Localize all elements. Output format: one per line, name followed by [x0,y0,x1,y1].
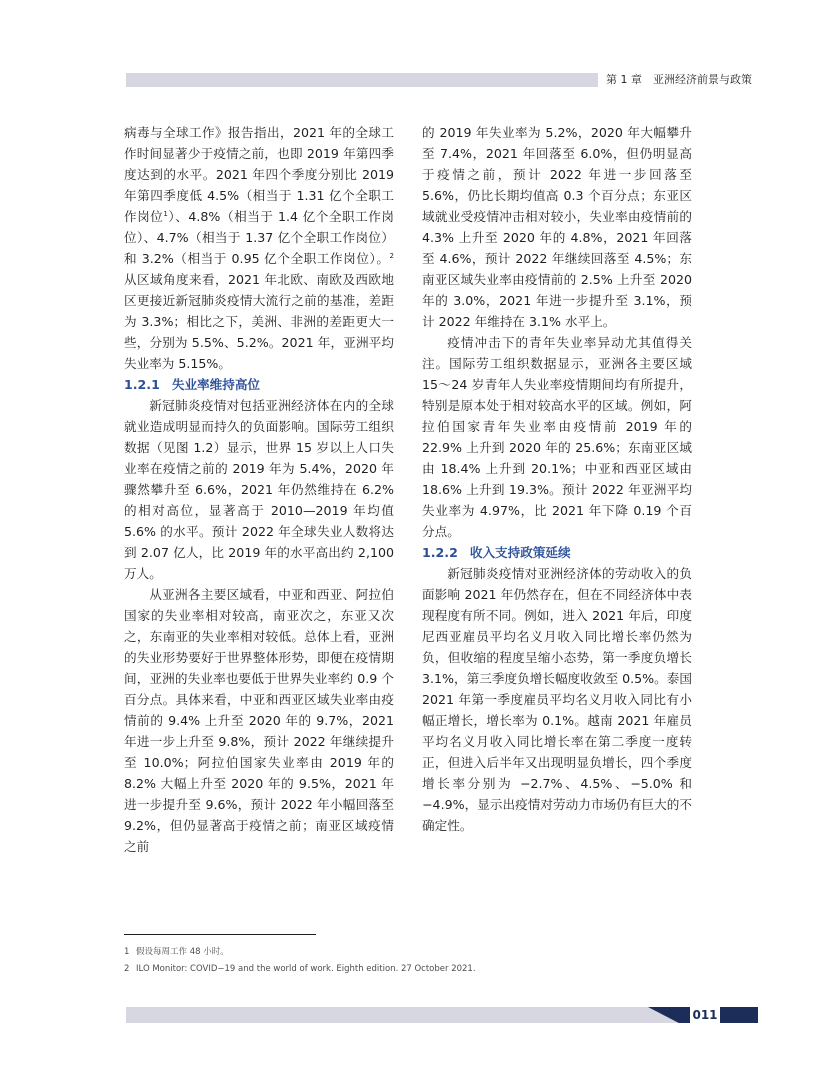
paragraph-continued-left [124,122,394,374]
footnote-ref-1[interactable]: 1 [163,209,168,218]
footnote-number: 2 [124,964,130,974]
paragraph-text: ）、4.8%（相当于 1.4 亿个全职工作岗位）、4.7%（相当于 1.37 亿个全职工作岗位）和 3.2%（相当于 0.95 亿个全职工作岗位）。 [124,209,395,266]
footnote-item [124,944,476,961]
footnotes [124,944,476,978]
paragraph-text: 病毒与全球工作》报告指出，2021 年的全球工作时间显著少于疫情之前，也即 2019 年第四季度达到的水平。2021 年四个季度分别比 2019 年第四季度低 4.5%（相当于 1.31 亿个全职工作岗位 [124,125,394,224]
left-column [124,122,394,857]
section-number: 1.2.2 [422,545,458,560]
footnote-text: ILO Monitor: COVID−19 and the world of work. Eighth edition. 27 October 2021. [136,964,476,974]
footnote-number: 1 [124,947,130,957]
footnote-text: 假设每周工作 48 小时。 [136,947,229,957]
right-column [422,122,692,836]
section-title: 收入支持政策延续 [469,545,571,560]
section-heading-1-2-1 [124,374,394,395]
paragraph-continued-right: 的 2019 年失业率为 5.2%，2020 年大幅攀升至 7.4%，2021 年回落至 6.0%，但仍明显高于疫情之前，预计 2022 年进一步回落至 5.6%，仍比长期均值高 0.3 个百分点；东亚区域就业受疫情冲击相对较小，失业率由疫情前的 4.3% 上升至 2020 年的 4.8%，2021 年回落至 4.6%，预计 2022 年继续回落至 4.5%；东南亚区域失业率由疫情前的 2.5% 上升至 2020 年的 3.0%，2021 年进一步提升至 3.1%，预计 2022 年维持在 3.1% 水平上。 [422,125,692,329]
paragraph-text: 从区域角度来看，2021 年北欧、南欧及西欧地区更接近新冠肺炎疫情大流行之前的基准，差距为 3.3%；相比之下，美洲、非洲的差距更大一些，分别为 5.5%、5.2%。2021 年，亚洲平均失业率为 5.15%。 [124,272,394,371]
section-title: 失业率维持高位 [171,377,261,392]
paragraph-youth-unemployment: 疫情冲击下的青年失业率异动尤其值得关注。国际劳工组织数据显示，亚洲各主要区域 15～24 岁青年人失业率疫情期间均有所提升，特别是原本处于相对较高水平的区域。例如，阿拉伯国家青年失业率由疫情前 2019 年的 22.9% 上升到 2020 年的 25.6%；东南亚区域由 18.4% 上升到 20.1%；中亚和西亚区域由 18.6% 上升到 19.3%。预计 2022 年亚洲平均失业率为 4.97%，比 2021 年下降 0.19 个百分点。 [422,335,692,539]
footnote-divider [124,934,316,935]
footnote-ref-2[interactable]: 2 [389,251,394,260]
section-heading-1-2-2 [422,542,692,563]
page-number: 011 [690,1002,720,1028]
section-number: 1.2.1 [124,377,160,392]
paragraph-regions: 从亚洲各主要区域看，中亚和西亚、阿拉伯国家的失业率相对较高，南亚次之，东亚又次之，东南亚的失业率相对较低。总体上看，亚洲的失业形势要好于世界整体形势，即便在疫情期间，亚洲的失业率也要低于世界失业率约 0.9 个百分点。具体来看，中亚和西亚区域失业率由疫情前的 9.4% 上升至 2020 年的 9.7%，2021 年进一步上升至 9.8%，预计 2022 年继续提升至 10.0%；阿拉伯国家失业率由 2019 年的 8.2% 大幅上升至 2020 年的 9.5%，2021 年进一步提升至 9.6%，预计 2022 年小幅回落至 9.2%，但仍显著高于疫情之前；南亚区域疫情之前 [124,587,394,854]
footnote-item [124,961,476,978]
chapter-header-title: 第 1 章 亚洲经济前景与政策 [606,73,752,86]
paragraph-income-support: 新冠肺炎疫情对亚洲经济体的劳动收入的负面影响 2021 年仍然存在，但在不同经济体中表现程度有所不同。例如，进入 2021 年后，印度尼西亚雇员平均名义月收入同比增长率仍然为负，但收缩的程度呈缩小态势，第一季度负增长 3.1%，第三季度负增长幅度收敛至 0.5%。泰国 2021 年第一季度雇员平均名义月收入同比有小幅正增长，增长率为 0.1%。越南 2021 年雇员平均名义月收入同比增长率在第二季度一度转正，但进入后半年又出现明显负增长，四个季度增长率分别为 −2.7%、4.5%、−5.0% 和 −4.9%，显示出疫情对劳动力市场仍有巨大的不确定性。 [422,566,692,833]
header-bar [126,73,598,87]
paragraph-unemployment: 新冠肺炎疫情对包括亚洲经济体在内的全球就业造成明显而持久的负面影响。国际劳工组织数据（见图 1.2）显示，世界 15 岁以上人口失业率在疫情之前的 2019 年为 5.4%，2020 年骤然攀升至 6.6%，2021 年仍然维持在 6.2% 的相对高位，显著高于 2010—2019 年均值 5.6% 的水平。预计 2022 年全球失业人数将达到 2.07 亿人，比 2019 年的水平高出约 2,100 万人。 [124,398,394,581]
